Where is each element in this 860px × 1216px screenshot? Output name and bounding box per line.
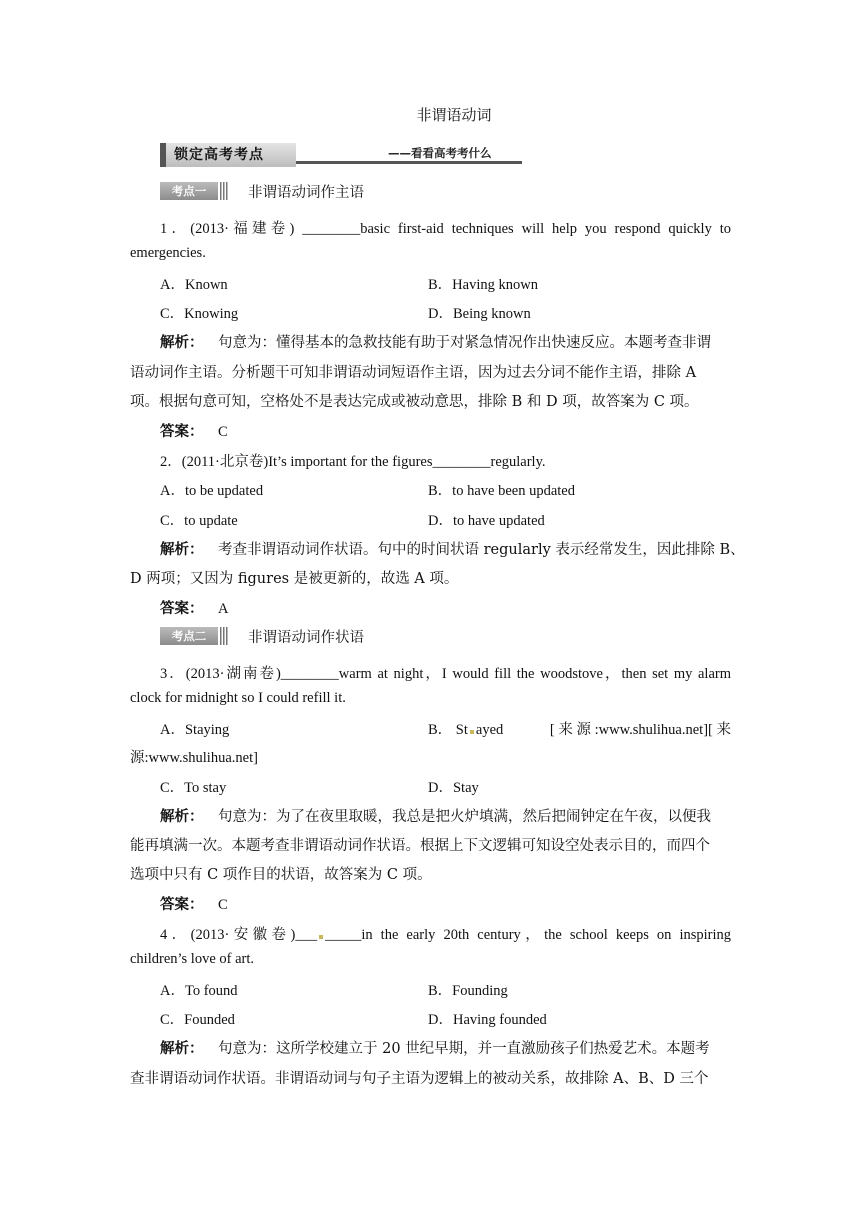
q3-analysis-line-1 [160, 805, 711, 826]
q4-stem-pre: 4．(2013·安徽卷)___ [160, 927, 318, 943]
answer-label: 答案： [160, 424, 204, 440]
q3-option-b-text-post: ayed [475, 722, 504, 738]
q2-option-d: D．to have updated [428, 513, 545, 529]
q1-analysis-line-3: 项。根据句意可知，空格处不是表达完成或被动意思，排除 B 和 D 项，故答案为 C 项。 [130, 394, 699, 410]
q4-option-c: C．Founded [160, 1012, 235, 1028]
q3-source-note-cont: 源:www.shulihua.net] [130, 750, 258, 766]
answer-label: 答案： [160, 601, 204, 617]
analysis-text: 考查非谓语动词作状语。句中的时间状语 regularly 表示经常发生，因此排除 B、 [218, 542, 745, 558]
analysis-label: 解析： [160, 542, 204, 558]
badge-bars [220, 182, 229, 200]
analysis-text: 句意为：这所学校建立于 20 世纪早期，并一直激励孩子们热爱艺术。本题考 [218, 1041, 710, 1057]
section-badge: 考点二 [160, 627, 218, 645]
question-4-stem-cont: children’s love of art. [130, 951, 255, 967]
q3-analysis-line-2: 能再填满一次。本题考查非谓语动词作状语。根据上下文逻辑可知设空处表示目的，而四个 [130, 838, 710, 854]
q3-option-b-text-pre: B． St [428, 722, 468, 738]
badge-bars [220, 627, 229, 645]
q4-stem-post: _____in the early 20th century，the school keeps on inspiring [325, 927, 731, 943]
analysis-text: 句意为：懂得基本的急救技能有助于对紧急情况作出快速反应。本题考查非谓 [218, 335, 711, 351]
analysis-label: 解析： [160, 335, 204, 351]
q2-answer [160, 597, 228, 618]
q2-option-a: A．to be updated [160, 483, 264, 499]
page-title: 非谓语动词 [416, 108, 492, 124]
question-3-stem-cont: clock for midnight so I could refill it. [130, 690, 346, 706]
section-badge: 考点一 [160, 182, 218, 200]
banner-tag: ——看看高考考什么 [388, 146, 492, 160]
question-1-stem-cont: emergencies. [130, 245, 206, 261]
section-title: 非谓语动词作状语 [248, 630, 364, 646]
q3-option-d: D．Stay [428, 780, 479, 796]
answer-label: 答案： [160, 897, 204, 913]
section-title: 非谓语动词作主语 [248, 185, 364, 201]
q3-option-a: A．Staying [160, 722, 230, 738]
question-1-stem: 1．(2013·福建卷) ________basic first-aid techniques will help you respond quickly to [160, 221, 731, 237]
analysis-label: 解析： [160, 809, 204, 825]
q3-option-c: C．To stay [160, 780, 227, 796]
q2-option-c: C．to update [160, 513, 238, 529]
q2-option-b: B．to have been updated [428, 483, 575, 499]
q1-answer [160, 420, 228, 441]
q3-analysis-line-3: 选项中只有 C 项作目的状语，故答案为 C 项。 [130, 867, 432, 883]
answer-value: C [218, 897, 228, 913]
q3-source-note: [ 来 源 :www.shulihua.net][ 来 [549, 722, 731, 738]
q1-option-b: B．Having known [428, 277, 538, 293]
watermark-dot [470, 730, 474, 734]
q1-option-c: C．Knowing [160, 306, 239, 322]
q1-analysis-line-1 [160, 331, 711, 352]
q1-analysis-line-2: 语动词作主语。分析题干可知非谓语动词短语作主语，因为过去分词不能作主语，排除 A [130, 365, 697, 381]
question-2-stem: 2．(2011·北京卷)It’s important for the figures________regularly. [160, 454, 546, 470]
analysis-text: 句意为：为了在夜里取暖，我总是把火炉填满，然后把闹钟定在午夜，以便我 [218, 809, 711, 825]
question-3-stem: 3．(2013·湖南卷)________warm at night，I would fill the woodstove，then set my alarm [160, 666, 731, 682]
q3-answer [160, 893, 228, 914]
answer-value: C [218, 424, 228, 440]
section-banner [160, 143, 524, 169]
banner-rule [296, 161, 522, 164]
q4-option-d: D．Having founded [428, 1012, 547, 1028]
q2-analysis-line-1 [160, 538, 745, 559]
answer-value: A [218, 601, 229, 617]
q4-analysis-line-2: 查非谓语动词作状语。非谓语动词与句子主语为逻辑上的被动关系，故排除 A、B、D 三个 [130, 1071, 709, 1087]
q4-analysis-line-1 [160, 1037, 710, 1058]
q2-analysis-line-2: D 两项；又因为 figures 是被更新的，故选 A 项。 [130, 571, 459, 587]
question-4-stem [160, 923, 731, 944]
analysis-label: 解析： [160, 1041, 204, 1057]
q4-option-a: A．To found [160, 983, 238, 999]
q1-option-d: D．Being known [428, 306, 531, 322]
watermark-dot [319, 935, 323, 939]
banner-label: 锁定高考考点 [160, 143, 296, 167]
q4-option-b: B．Founding [428, 983, 508, 999]
q1-option-a: A．Known [160, 277, 228, 293]
q3-option-b [428, 718, 731, 739]
